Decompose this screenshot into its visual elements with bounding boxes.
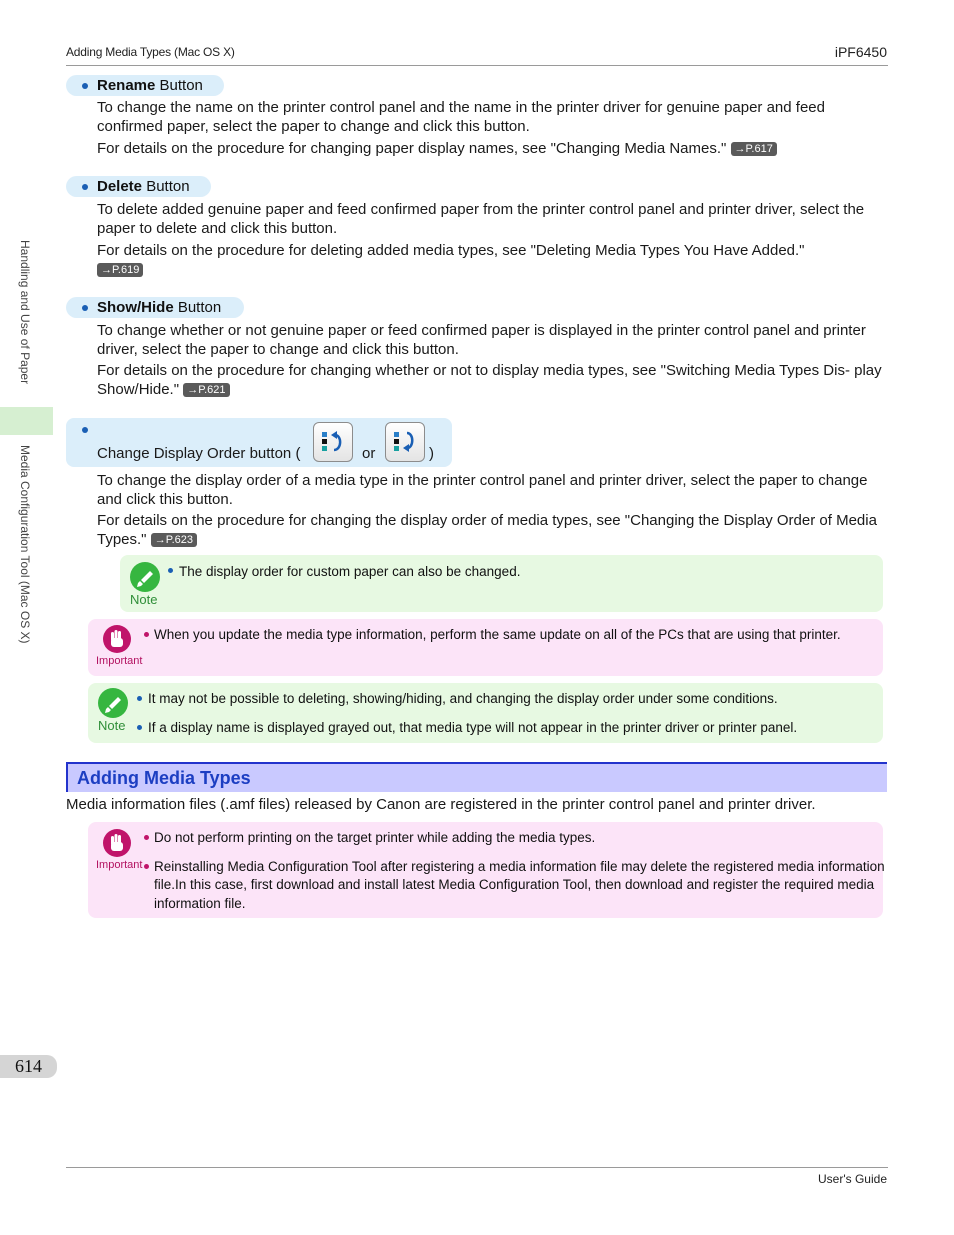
delete-description: To delete added genuine paper and feed confirmed paper from the printer control panel and printer driver, select the paper to delete and click this button. — [97, 201, 865, 237]
footer-guide-name: User's Guide — [818, 1172, 887, 1186]
footer-rule — [66, 1167, 888, 1168]
change-order-details: For details on the procedure for changing the display order of media types, see "Changing the Display Order of Media Types." →P.623 — [97, 512, 877, 548]
important-item: When you update the media type information, perform the same update on all of the PCs that are using that printer. — [154, 627, 841, 642]
note-icon — [98, 688, 128, 718]
note-caption: Note — [130, 592, 158, 607]
section-title: Adding Media Types — [77, 768, 251, 788]
running-header-model: iPF6450 — [834, 44, 887, 60]
note-box-conditions — [88, 683, 883, 743]
header-rule — [66, 65, 888, 66]
note-item: The display order for custom paper can also be changed. — [179, 564, 521, 579]
rename-details: For details on the procedure for changing paper display names, see "Changing Media Names." →P.617 — [97, 139, 887, 158]
bullet-icon — [82, 305, 88, 311]
page-reference-link[interactable]: →P.621 — [183, 383, 229, 397]
showhide-description: To change whether or not genuine paper or feed confirmed paper is displayed in the printer control panel and printer driver, select the paper to change and click this button. — [97, 322, 866, 358]
delete-details: For details on the procedure for deleting added media types, see "Deleting Media Types You Have Added." →P.619 — [97, 242, 805, 276]
bullet-icon — [82, 83, 88, 89]
bullet-icon — [82, 184, 88, 190]
important-box-adding — [88, 822, 883, 918]
page-reference-link[interactable]: →P.617 — [731, 142, 777, 156]
important-box-update-pcs — [88, 619, 883, 676]
important-item-continued: information file. — [154, 896, 246, 911]
showhide-details: For details on the procedure for changing whether or not to display media types, see "Switching Media Types Dis- play Show/Hide." →P.621 — [97, 362, 882, 398]
page-reference-link[interactable]: →P.619 — [97, 263, 143, 277]
page-number: 614 — [0, 1055, 57, 1078]
change-order-heading: Change Display Order button ( or ) — [66, 418, 452, 467]
note-caption: Note — [98, 718, 126, 733]
move-up-icon — [313, 422, 353, 462]
bullet-icon — [82, 427, 88, 433]
bullet-icon — [144, 835, 149, 840]
page-reference-link[interactable]: →P.623 — [151, 533, 197, 547]
important-item: Reinstalling Media Configuration Tool after registering a media information file may delete the registered media information — [154, 859, 885, 874]
side-tab-marker — [0, 407, 53, 435]
delete-heading: Delete Button — [66, 176, 211, 197]
note-box-custom-paper — [120, 555, 883, 612]
bullet-icon — [137, 725, 142, 730]
important-item: Do not perform printing on the target printer while adding the media types. — [154, 830, 596, 845]
bullet-icon — [144, 864, 149, 869]
bullet-icon — [144, 632, 149, 637]
important-item-continued: file.In this case, first download and install latest Media Configuration Tool, then download and register the required media — [154, 877, 875, 892]
section-heading — [66, 762, 887, 792]
rename-description: To change the name on the printer control panel and the name in the printer driver for genuine paper and feed confirmed paper, select the paper to change and click this button. — [97, 99, 825, 135]
bullet-icon — [137, 696, 142, 701]
change-order-label: Change Display Order button ( — [97, 445, 301, 462]
important-caption: Important — [96, 655, 143, 667]
note-icon — [130, 562, 160, 592]
showhide-heading: Show/Hide Button — [66, 297, 244, 318]
important-caption: Important — [96, 859, 143, 871]
note-item: It may not be possible to deleting, showing/hiding, and changing the display order under some conditions. — [148, 691, 778, 706]
side-tab-section[interactable]: Media Configuration Tool (Mac OS X) — [18, 445, 32, 644]
important-hand-icon — [103, 829, 131, 857]
note-item: If a display name is displayed grayed out, that media type will not appear in the printer driver or printer panel. — [148, 720, 798, 735]
side-tab-chapter[interactable]: Handling and Use of Paper — [18, 240, 32, 385]
move-down-icon — [385, 422, 425, 462]
bullet-icon — [168, 568, 173, 573]
running-header-title: Adding Media Types (Mac OS X) — [66, 45, 235, 59]
section-intro: Media information files (.amf files) released by Canon are registered in the printer control panel and printer driver. — [66, 796, 816, 813]
important-hand-icon — [103, 625, 131, 653]
change-order-description: To change the display order of a media type in the printer control panel and printer driver, select the paper to change and click this button. — [97, 472, 868, 508]
rename-heading: Rename Button — [66, 75, 224, 96]
